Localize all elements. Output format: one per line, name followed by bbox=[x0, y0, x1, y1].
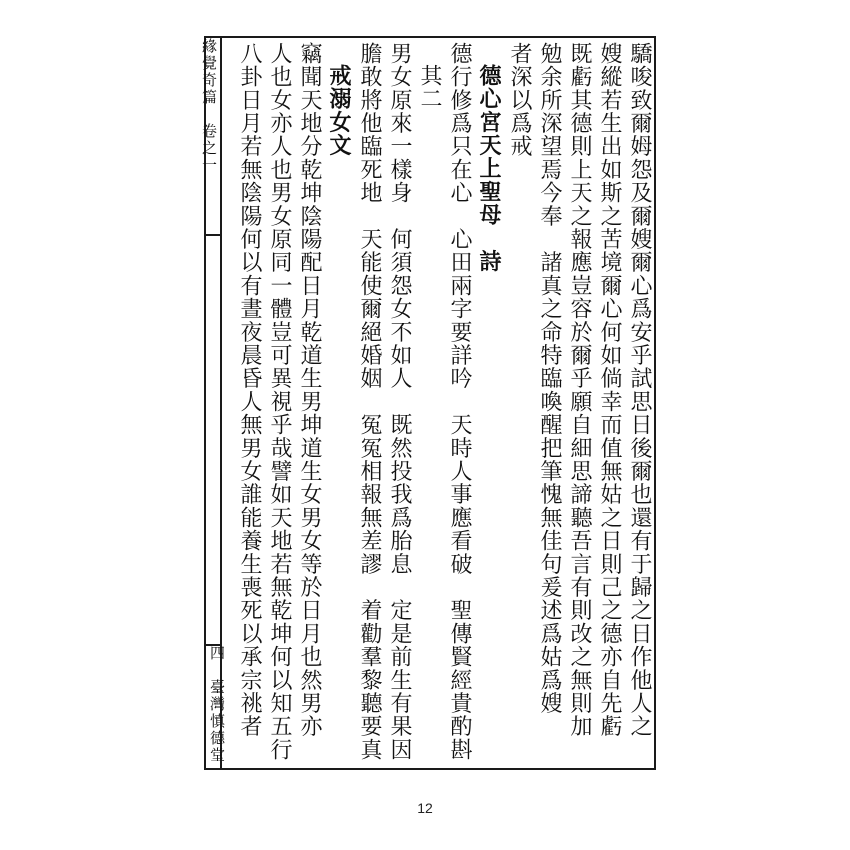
essay-line: 八卦日月若無陰陽何以有晝夜晨昏人無男女誰能養生喪死以承宗祧者 bbox=[237, 42, 262, 738]
essay-title: 戒溺女文 bbox=[326, 64, 352, 157]
text-column: 者深以爲戒 bbox=[507, 42, 532, 158]
vertical-text-body bbox=[228, 42, 654, 764]
text-column: 嫂縱若生出如斯之苦境爾心何如倘幸而值無姑之日則己之德亦自先虧 bbox=[597, 42, 622, 738]
page-number: 12 bbox=[417, 800, 433, 816]
poem-line: 德行修爲只在心 心田兩字要詳吟 天時人事應看破 聖傳賢經貴酌斟 bbox=[447, 42, 472, 762]
text-column: 既虧其德則上天之報應豈容於爾乎願自細思諦聽吾言有則改之無則加 bbox=[567, 42, 592, 738]
poem-heading: 德心宮天上聖母 詩 bbox=[476, 64, 502, 273]
gutter-publisher: 四 臺灣慎德堂 bbox=[208, 645, 226, 764]
gutter-book-title: 緣覺奇篇 卷之一 bbox=[200, 38, 218, 174]
gutter-strip bbox=[200, 38, 226, 768]
text-column: 驕唆致爾姆怨及爾嫂爾心爲安乎試思日後爾也還有于歸之日作他人之 bbox=[627, 42, 652, 738]
essay-line: 人也女亦人也男女原同一體豈可異視乎哉譬如天地若無乾坤何以知五行 bbox=[267, 42, 292, 762]
poem-line: 男女原來一樣身 何須怨女不如人 既然投我爲胎息 定是前生有果因 bbox=[387, 42, 412, 762]
essay-line: 竊聞天地分乾坤陰陽配日月乾道生男坤道生女男女等於日月也然男亦 bbox=[297, 42, 322, 738]
poem-line: 膽敢將他臨死地 天能使爾絕婚姻 冤冤相報無差謬 着勸羣黎聽要真 bbox=[357, 42, 382, 762]
poem-subheading: 其二 bbox=[417, 64, 442, 111]
book-page bbox=[198, 36, 664, 772]
text-column: 勉余所深望焉今奉 諸真之命特臨喚醒把筆愧無佳句爰述爲姑爲嫂 bbox=[537, 42, 562, 715]
